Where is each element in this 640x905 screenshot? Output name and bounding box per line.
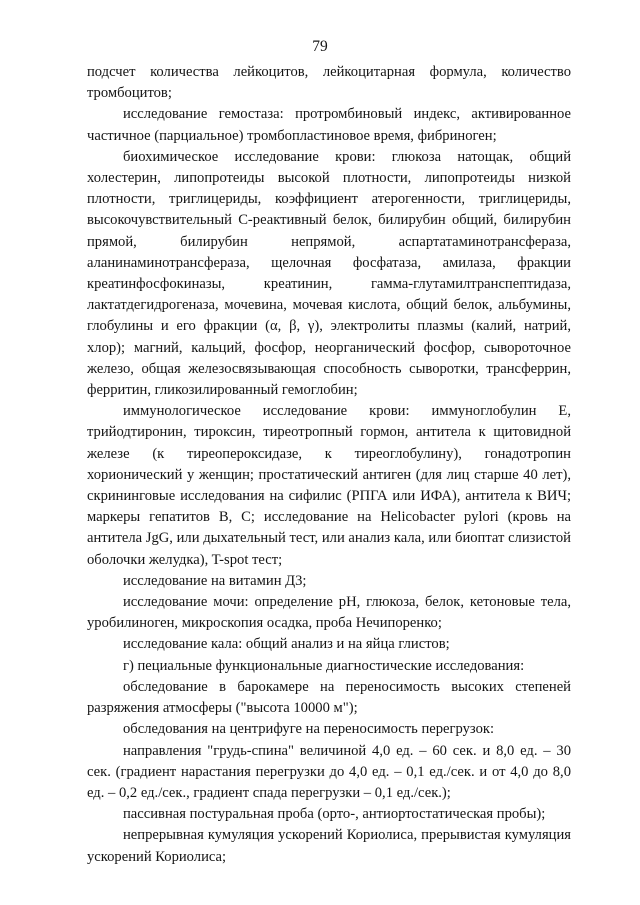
paragraph-leukocyte-count: подсчет количества лейкоцитов, лейкоцитарная формула, количество тромбоцитов; — [87, 64, 571, 102]
paragraph-vitamin-d3: исследование на витамин Д3; — [123, 572, 307, 589]
page-body — [87, 62, 571, 868]
paragraph-centrifuge: обследования на центрифуге на переносимость перегрузок: — [123, 721, 495, 738]
paragraph-biochemistry: биохимическое исследование крови: глюкоза натощак, общий холестерин, липопротеиды высокой плотности, липопротеиды низкой плотности, триглицериды, коэффициент атерогенности, триглицериды, высокочувствительный С-реактивный белок, билирубин общий, билирубин прямой, билирубин непрямой, аспартатаминотрансфераза, аланинаминотрансфераза, щелочная фосфатаза, амилаза, фракции креатинфосфокиназы, креатинин, гамма-глутамилтранспептидаза, лактатдегидрогеназа, мочевина, мочевая кислота, общий белок, альбумины, глобулины и его фракции (α, β, γ), электролиты плазмы (калий, натрий, хлор); магний, кальций, фосфор, неорганический фосфор, сывороточное железо, общая железосвязывающая способность сыворотки, трансферрин, ферритин, гликозилированный гемоглобин; — [87, 148, 571, 399]
page-number: 79 — [312, 38, 328, 55]
paragraph-chest-back-direction: направления "грудь-спина" величиной 4,0 ед. – 60 сек. и 8,0 ед. – 30 сек. (градиент нарастания перегрузки до 4,0 ед. – 0,1 ед./сек. и от 4,0 до 8,0 ед. – 0,2 ед./сек., градиент спада перегрузки – 0,1 ед./сек.); — [87, 742, 571, 801]
paragraph-urine-test: исследование мочи: определение pH, глюкоза, белок, кетоновые тела, уробилиноген, микроскопия осадка, проба Нечипоренко; — [87, 594, 571, 632]
paragraph-pressure-chamber: обследование в барокамере на переносимость высоких степеней разряжения атмосферы ("высота 10000 м"); — [87, 678, 571, 717]
paragraph-coriolis: непрерывная кумуляция ускорений Кориолиса, прерывистая кумуляция ускорений Кориолиса; — [87, 827, 571, 865]
paragraph-immunology: иммунологическое исследование крови: иммуноглобулин Е, трийодтиронин, тироксин, тиреотропный гормон, антитела к щитовидной железе (к тиреопероксидазе, к тиреоглобулину), гонадотропин хорионический у женщин; простатический антиген (для лиц старше 40 лет), скрининговые исследования на сифилис (РПГА или ИФА), антитела к ВИЧ; маркеры гепатитов В, С; исследование на Helicobacter pylori (кровь на антитела JgG, или дыхательный тест, или анализ кала, или биоптат слизистой оболочки желудка), T-spot тест; — [87, 403, 571, 568]
paragraph-hemostasis: исследование гемостаза: протромбиновый индекс, активированное частичное (парциальное) тромбопластиновое время, фибриноген; — [87, 106, 571, 144]
paragraph-postural-test: пассивная постуральная проба (орто-, антиортостатическая пробы); — [123, 806, 546, 823]
paragraph-special-diagnostics: г) пециальные функциональные диагностические исследования: — [123, 657, 525, 674]
paragraph-stool-test: исследование кала: общий анализ и на яйца глистов; — [123, 636, 450, 653]
